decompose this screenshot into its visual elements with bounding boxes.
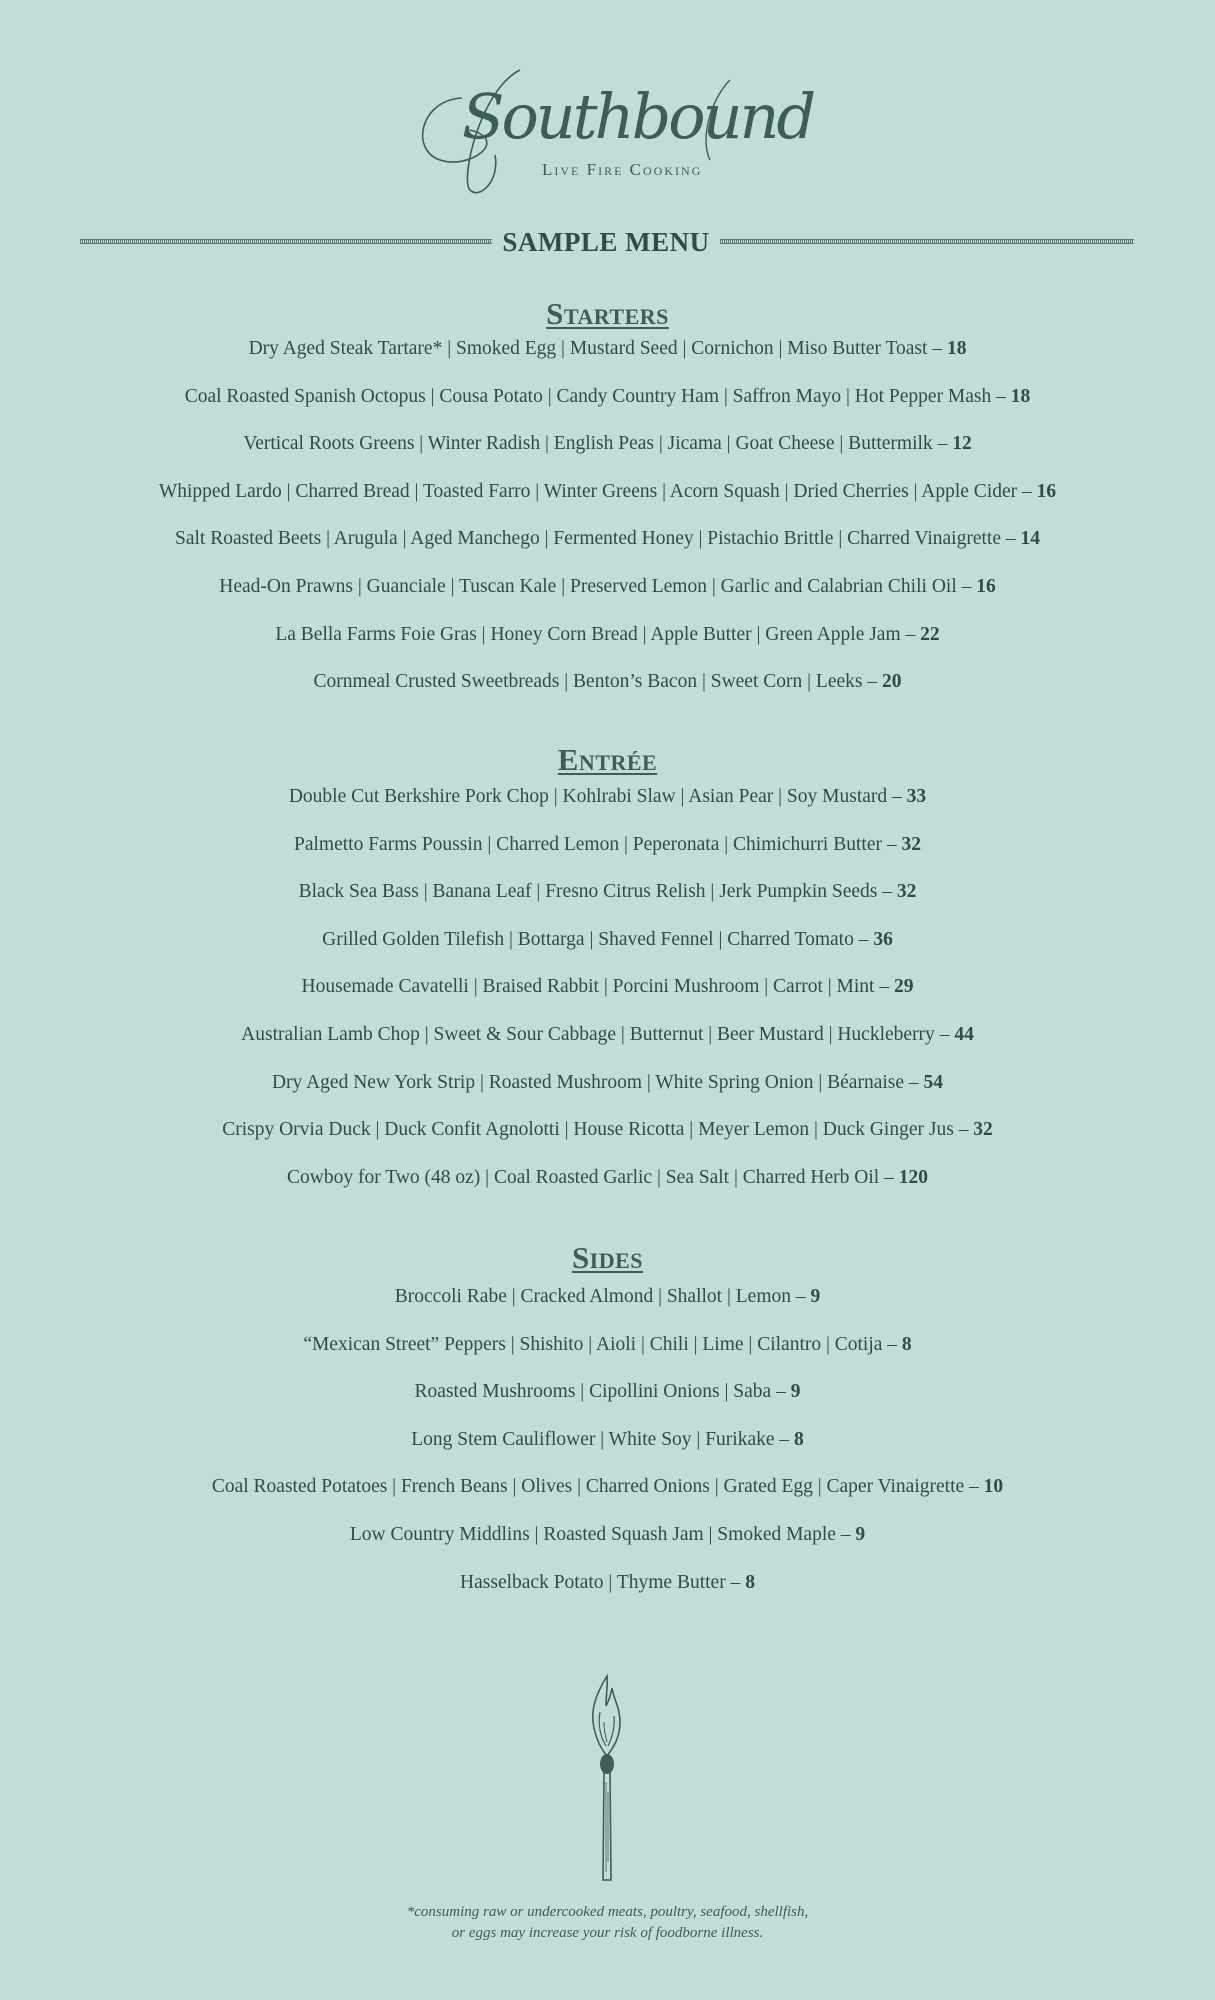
section-title: Sides: [571, 1240, 644, 1275]
item-name: Grilled Golden Tilefish | Bottarga | Shaved Fennel | Charred Tomato: [322, 928, 854, 950]
item-name: Black Sea Bass | Banana Leaf | Fresno Citrus Relish | Jerk Pumpkin Seeds: [298, 881, 878, 903]
item-name: “Mexican Street” Peppers | Shishito | Aioli | Chili | Lime | Cilantro | Cotija: [303, 1333, 883, 1355]
section-starters: [0, 294, 1215, 706]
item-name: Housemade Cavatelli | Braised Rabbit | Porcini Mushroom | Carrot | Mint: [301, 976, 875, 998]
header-rule-left: [80, 239, 492, 244]
section-sides: [0, 1238, 1215, 1606]
item-name: Palmetto Farms Poussin | Charred Lemon | Peperonata | Chimichurri Butter: [294, 833, 882, 855]
item-price: 32: [896, 881, 917, 903]
item-name: Coal Roasted Spanish Octopus | Cousa Potato | Candy Country Ham | Saffron Mayo | Hot Pepper Mash: [184, 385, 992, 407]
menu-item: Salt Roasted Beets | Arugula | Aged Manchego | Fermented Honey | Pistachio Brittle | Charred Vinaigrette – 14: [175, 528, 1040, 550]
menu-item: Long Stem Cauliflower | White Soy | Furikake – 8: [411, 1428, 804, 1450]
item-price: 8: [901, 1333, 912, 1355]
item-name: La Bella Farms Foie Gras | Honey Corn Bread | Apple Butter | Green Apple Jam: [275, 623, 901, 645]
item-price: 32: [901, 833, 921, 855]
section-title: Entrée: [557, 742, 658, 777]
item-name: Double Cut Berkshire Pork Chop | Kohlrabi Slaw | Asian Pear | Soy Mustard: [288, 786, 888, 807]
disclaimer-line: *consuming raw or undercooked meats, poultry, seafood, shellfish,: [406, 1904, 809, 1920]
menu-item: Housemade Cavatelli | Braised Rabbit | Porcini Mushroom | Carrot | Mint – 29: [301, 976, 914, 998]
item-price: 8: [794, 1428, 804, 1450]
item-price: 22: [920, 623, 940, 645]
item-name: Low Country Middlins | Roasted Squash Jam | Smoked Maple: [349, 1523, 836, 1545]
item-price: 44: [954, 1023, 974, 1045]
item-price: 29: [893, 976, 914, 998]
item-price: 16: [976, 575, 996, 597]
menu-item: Coal Roasted Potatoes | French Beans | Olives | Charred Onions | Grated Egg | Caper Vinaigrette – 10: [211, 1476, 1004, 1498]
section-title: Starters: [546, 296, 669, 331]
item-price: 14: [1020, 528, 1040, 550]
menu-title: SAMPLE MENU: [502, 227, 710, 257]
disclaimer: [0, 1902, 1215, 1944]
item-price: 18: [946, 338, 967, 359]
menu-item-list: [0, 773, 1215, 1201]
menu-item: La Bella Farms Foie Gras | Honey Corn Bread | Apple Butter | Green Apple Jam – 22: [275, 623, 940, 645]
item-name: Roasted Mushrooms | Cipollini Onions | Saba: [414, 1381, 772, 1403]
torch-icon: [582, 1672, 632, 1887]
menu-item: Cowboy for Two (48 oz) | Coal Roasted Garlic | Sea Salt | Charred Herb Oil – 120: [287, 1166, 928, 1188]
menu-item: Double Cut Berkshire Pork Chop | Kohlrabi Slaw | Asian Pear | Soy Mustard – 33: [288, 786, 927, 807]
item-name: Broccoli Rabe | Cracked Almond | Shallot | Lemon: [394, 1286, 791, 1307]
menu-item: Palmetto Farms Poussin | Charred Lemon | Peperonata | Chimichurri Butter – 32: [294, 833, 921, 855]
brand-logo: [400, 60, 814, 200]
menu-item-list: [0, 1273, 1215, 1606]
menu-item: Low Country Middlins | Roasted Squash Jam | Smoked Maple – 9: [349, 1523, 866, 1545]
menu-item-list: [0, 325, 1215, 706]
item-price: 54: [923, 1071, 944, 1093]
disclaimer-line: or eggs may increase your risk of foodborne illness.: [451, 1925, 764, 1941]
menu-item: Dry Aged Steak Tartare* | Smoked Egg | Mustard Seed | Cornichon | Miso Butter Toast – 18: [248, 338, 967, 359]
item-name: Hasselback Potato | Thyme Butter: [460, 1571, 726, 1593]
item-name: Dry Aged Steak Tartare* | Smoked Egg | Mustard Seed | Cornichon | Miso Butter Toast: [248, 338, 928, 359]
item-price: 32: [973, 1119, 993, 1141]
menu-item: Cornmeal Crusted Sweetbreads | Benton’s Bacon | Sweet Corn | Leeks – 20: [313, 671, 902, 693]
item-name: Dry Aged New York Strip | Roasted Mushroom | White Spring Onion | Béarnaise: [271, 1071, 905, 1093]
menu-item: Australian Lamb Chop | Sweet & Sour Cabbage | Butternut | Beer Mustard | Huckleberry – 44: [241, 1023, 974, 1045]
item-price: 9: [790, 1381, 801, 1403]
menu-item: Dry Aged New York Strip | Roasted Mushroom | White Spring Onion | Béarnaise – 54: [271, 1071, 944, 1093]
menu-item: Head-On Prawns | Guanciale | Tuscan Kale | Preserved Lemon | Garlic and Calabrian Chili Oil – 16: [219, 575, 996, 597]
menu-item: Broccoli Rabe | Cracked Almond | Shallot | Lemon – 9: [394, 1286, 821, 1307]
brand-name: Southbound: [462, 80, 814, 153]
item-name: Vertical Roots Greens | Winter Radish | English Peas | Jicama | Goat Cheese | Buttermilk: [243, 433, 933, 455]
item-price: 18: [1010, 385, 1031, 407]
menu-item: Black Sea Bass | Banana Leaf | Fresno Citrus Relish | Jerk Pumpkin Seeds – 32: [298, 881, 917, 903]
menu-item: Coal Roasted Spanish Octopus | Cousa Potato | Candy Country Ham | Saffron Mayo | Hot Pepper Mash – 18: [184, 385, 1031, 407]
item-name: Head-On Prawns | Guanciale | Tuscan Kale | Preserved Lemon | Garlic and Calabrian Chili Oil: [219, 575, 957, 597]
item-name: Long Stem Cauliflower | White Soy | Furikake: [411, 1428, 775, 1450]
item-price: 120: [898, 1166, 928, 1188]
item-name: Australian Lamb Chop | Sweet & Sour Cabbage | Butternut | Beer Mustard | Huckleberry: [241, 1023, 935, 1045]
menu-item: Roasted Mushrooms | Cipollini Onions | Saba – 9: [414, 1381, 801, 1403]
brand-tagline: Live Fire Cooking: [542, 160, 703, 179]
menu-item: Crispy Orvia Duck | Duck Confit Agnolotti | House Ricotta | Meyer Lemon | Duck Ginger Jus – 32: [222, 1119, 993, 1141]
item-price: 10: [983, 1476, 1004, 1498]
item-price: 16: [1036, 480, 1057, 502]
menu-header: [80, 222, 1134, 262]
item-name: Whipped Lardo | Charred Bread | Toasted Farro | Winter Greens | Acorn Squash | Dried Cherries | Apple Cider: [158, 480, 1018, 502]
menu-item: “Mexican Street” Peppers | Shishito | Aioli | Chili | Lime | Cilantro | Cotija – 8: [303, 1333, 912, 1355]
menu-item: Grilled Golden Tilefish | Bottarga | Shaved Fennel | Charred Tomato – 36: [322, 928, 893, 950]
item-name: Cornmeal Crusted Sweetbreads | Benton’s Bacon | Sweet Corn | Leeks: [313, 671, 863, 693]
item-price: 8: [745, 1571, 755, 1593]
menu-item: Vertical Roots Greens | Winter Radish | English Peas | Jicama | Goat Cheese | Buttermilk – 12: [243, 433, 972, 455]
section-entree: [0, 740, 1215, 1201]
item-name: Salt Roasted Beets | Arugula | Aged Manchego | Fermented Honey | Pistachio Brittle | Charred Vinaigrette: [175, 528, 1001, 550]
item-price: 9: [810, 1286, 821, 1307]
item-price: 20: [881, 671, 902, 693]
item-name: Cowboy for Two (48 oz) | Coal Roasted Garlic | Sea Salt | Charred Herb Oil: [287, 1166, 880, 1188]
item-price: 12: [952, 433, 972, 455]
menu-item: Hasselback Potato | Thyme Butter – 8: [460, 1571, 755, 1593]
menu-item: Whipped Lardo | Charred Bread | Toasted Farro | Winter Greens | Acorn Squash | Dried Cherries | Apple Cider – 16: [158, 480, 1057, 502]
item-price: 33: [906, 786, 927, 807]
item-price: 36: [873, 928, 893, 950]
item-price: 9: [855, 1523, 866, 1545]
item-name: Coal Roasted Potatoes | French Beans | Olives | Charred Onions | Grated Egg | Caper Vinaigrette: [211, 1476, 965, 1498]
item-name: Crispy Orvia Duck | Duck Confit Agnolotti | House Ricotta | Meyer Lemon | Duck Ginger Jus: [222, 1119, 954, 1141]
header-rule-right: [720, 239, 1134, 244]
